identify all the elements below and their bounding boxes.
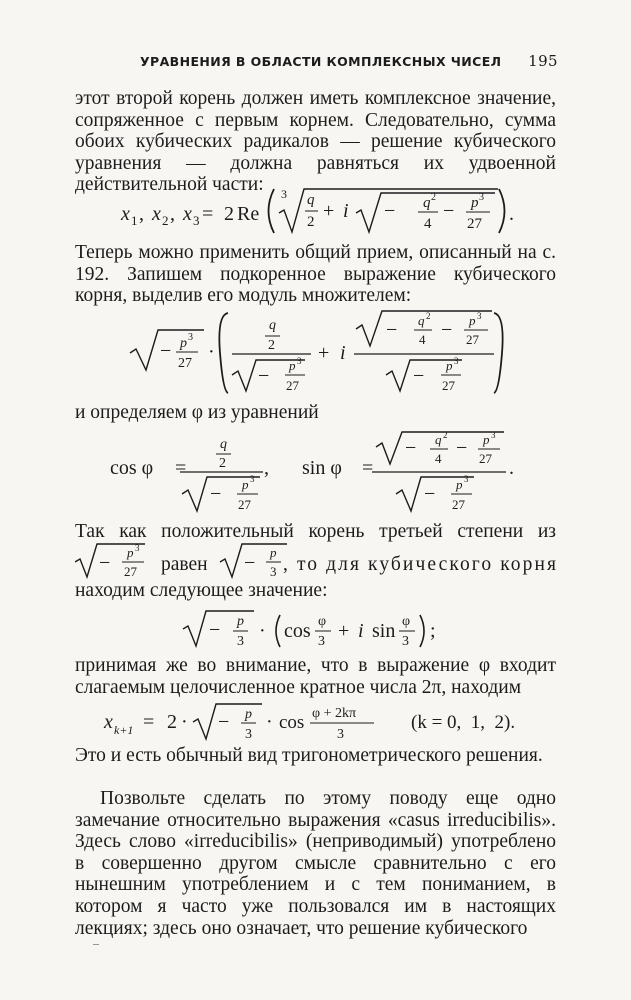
- f5-numerator: φ + 2kπ: [312, 706, 357, 721]
- f1-x1: x: [121, 203, 130, 225]
- f1-two: 2: [224, 203, 234, 225]
- f1-sub2: 2: [162, 213, 169, 228]
- f1-den27: 27: [467, 216, 482, 232]
- f1-den2: 2: [307, 214, 315, 230]
- paragraph-3: и определяем φ из уравнений: [75, 402, 319, 423]
- f1-x2: x: [152, 203, 161, 225]
- f2-paren-right: [494, 313, 503, 393]
- f4-three1: 3: [237, 634, 244, 649]
- inl-minus2: −: [244, 552, 256, 574]
- f5-three2: 3: [337, 727, 344, 742]
- f5-k-range: (k = 0, 1, 2).: [411, 712, 516, 733]
- f1-period: .: [509, 203, 514, 225]
- f5-three1: 3: [245, 727, 252, 742]
- f1-x3: x: [183, 203, 192, 225]
- f3-p3: p: [456, 477, 463, 492]
- f3-minus3: −: [456, 437, 468, 459]
- inl-text-rest: , то для кубического корня: [283, 554, 556, 575]
- f5-dot1: ·: [181, 711, 188, 733]
- f4-sin: sin: [372, 620, 396, 642]
- f3-den27-2: 27: [479, 451, 492, 466]
- f2-dot: ·: [208, 341, 215, 363]
- f3-den27-3: 27: [452, 497, 465, 512]
- paragraph-6: Это и есть обычный вид тригонометрического решения.: [75, 745, 543, 766]
- f2-minus3: −: [386, 319, 398, 341]
- f2-plus: +: [318, 342, 330, 364]
- f2-minus4: −: [441, 319, 453, 341]
- f5-eq: =: [143, 711, 155, 733]
- f2-four: 4: [419, 332, 426, 347]
- inl-minus1: −: [99, 552, 111, 574]
- f1-re: Re: [237, 203, 260, 225]
- f1-comma1: ,: [139, 203, 144, 225]
- f2-exp3-4: 3: [454, 356, 459, 366]
- running-header-title: УРАВНЕНИЯ В ОБЛАСТИ КОМПЛЕКСНЫХ ЧИСЕЛ: [140, 54, 502, 69]
- f3-exp3-3: 3: [464, 474, 469, 484]
- f4-phi2: φ: [402, 614, 411, 629]
- f1-exp3: 3: [479, 192, 484, 203]
- f3-comma: ,: [264, 457, 269, 479]
- f1-root-index: 3: [281, 187, 287, 201]
- inl-exp3: 3: [135, 543, 140, 553]
- f3-cos-phi: cos φ: [110, 457, 154, 479]
- f4-semicolon: ;: [430, 620, 436, 642]
- f4-p: p: [237, 614, 244, 629]
- f3-p1: p: [242, 477, 249, 492]
- f2-p2: p: [289, 358, 296, 373]
- f4-cos: cos: [284, 620, 311, 642]
- f1-minus2: −: [443, 200, 455, 222]
- paragraph-4-line-1: Так как положительный корень третьей степени из: [75, 521, 556, 542]
- f1-comma2: ,: [170, 203, 175, 225]
- f1-sub1: 1: [131, 213, 138, 228]
- f3-eq2: =: [362, 457, 374, 479]
- running-header: [140, 52, 558, 72]
- f2-exp3-3: 3: [477, 311, 482, 321]
- f4-i: i: [358, 620, 364, 642]
- f4-paren-left: [276, 615, 280, 647]
- f1-p-cube: p: [471, 195, 479, 211]
- page-smudge-mark: –: [93, 936, 99, 950]
- f4-three2: 3: [318, 634, 325, 649]
- f3-period: .: [509, 457, 514, 479]
- f2-paren-left: [219, 313, 228, 393]
- f3-four: 4: [435, 451, 442, 466]
- f4-paren-right: [420, 615, 424, 647]
- f1-paren-left: [269, 189, 275, 233]
- f1-q: q: [307, 192, 315, 208]
- f2-minus5: −: [413, 365, 425, 387]
- f3-minus2: −: [405, 437, 417, 459]
- f1-exp2: 2: [431, 192, 436, 203]
- inl-p1: p: [127, 545, 134, 560]
- f4-dot: ·: [259, 620, 266, 642]
- f3-den2: 2: [219, 456, 226, 471]
- inl-text-raven: равен: [161, 554, 208, 575]
- inl-p2: p: [270, 545, 277, 560]
- f4-plus: +: [338, 620, 350, 642]
- f3-minus4: −: [424, 483, 436, 505]
- paragraph-4-line-3: находим следующее значение:: [75, 580, 328, 601]
- f2-den27-3: 27: [466, 332, 479, 347]
- f5-minus: −: [218, 711, 230, 733]
- formula-cube-root-value: [0, 603, 631, 651]
- f2-q-sq: q: [418, 313, 425, 328]
- f4-three3: 3: [402, 634, 409, 649]
- f1-eq: =: [202, 203, 214, 225]
- f2-exp3-1: 3: [188, 332, 193, 343]
- formula-trig-solution: [0, 698, 631, 746]
- f3-exp2: 2: [443, 430, 448, 440]
- f1-plus: +: [323, 200, 335, 222]
- f1-minus1: −: [384, 200, 396, 222]
- f2-den27-4: 27: [442, 378, 455, 393]
- f3-q: q: [220, 437, 227, 452]
- f3-den27-1: 27: [238, 497, 251, 512]
- formula-radicand: [0, 303, 631, 398]
- f2-p1: p: [180, 336, 187, 351]
- f5-dot2: ·: [266, 711, 273, 733]
- f4-minus: −: [209, 619, 221, 641]
- f4-phi1: φ: [318, 614, 327, 629]
- f1-q-sq: q: [423, 195, 431, 211]
- f3-minus1: −: [210, 483, 222, 505]
- f3-exp3-1: 3: [250, 474, 255, 484]
- f2-exp2: 2: [426, 311, 431, 321]
- f3-eq1: =: [175, 457, 187, 479]
- f2-den27-1: 27: [178, 356, 192, 371]
- f2-den27-2: 27: [286, 378, 299, 393]
- f3-q-sq: q: [435, 432, 442, 447]
- paragraph-5: принимая же во внимание, что в выражение φ входит слагаемым целочисленное кратное числа 2π, находим: [75, 655, 556, 698]
- formula-cos-sin-phi: [0, 426, 631, 518]
- f2-p3: p: [469, 313, 476, 328]
- page-number: 195: [528, 52, 558, 70]
- formula-roots-sum: [0, 183, 631, 241]
- inl-three: 3: [270, 564, 277, 579]
- f5-p: p: [245, 707, 252, 722]
- f5-sub: k+1: [114, 723, 134, 737]
- paragraph-2: Теперь можно применить общий прием, описанный на с. 192. Запишем подкоренное выражение кубического корня, выделив его модуль множителем:: [75, 242, 556, 307]
- f1-i: i: [343, 200, 349, 222]
- f5-x: x: [104, 711, 113, 733]
- f2-exp3-2: 3: [297, 356, 302, 366]
- f2-minus2: −: [258, 365, 270, 387]
- f1-paren-right: [499, 189, 505, 233]
- f2-minus1: −: [160, 340, 172, 362]
- paragraph-7: Позвольте сделать по этому поводу еще одно замечание относительно выражения «casus irreducibilis». Здесь слово «irreducibilis» (неприводимый) употреблено в совершенно другом смысле сравнительно с его нынешним употреблением и с тем пониманием, в котором я часто уже пользовался им в настоящих лекциях; здесь оно означает, что решение кубического: [75, 788, 556, 939]
- f1-four: 4: [424, 216, 432, 232]
- inl-den27: 27: [124, 564, 137, 579]
- f3-p2: p: [483, 432, 490, 447]
- paragraph-4-inline-line: [75, 538, 556, 580]
- f2-p4: p: [446, 358, 453, 373]
- f5-cos: cos: [279, 712, 305, 733]
- f5-two: 2: [167, 711, 177, 733]
- paragraph-1: этот второй корень должен иметь комплексное значение, сопряженное с первым корнем. Следовательно, сумма обоих кубических радикалов — решение кубического уравнения — должна равняться их удвоенной действительной части:: [75, 88, 556, 196]
- f1-sub3: 3: [193, 213, 200, 228]
- f3-exp3-2: 3: [491, 430, 496, 440]
- f2-q: q: [269, 318, 276, 333]
- f2-i: i: [340, 342, 346, 364]
- f2-den2-a: 2: [268, 338, 275, 353]
- f3-sin-phi: sin φ: [302, 457, 342, 479]
